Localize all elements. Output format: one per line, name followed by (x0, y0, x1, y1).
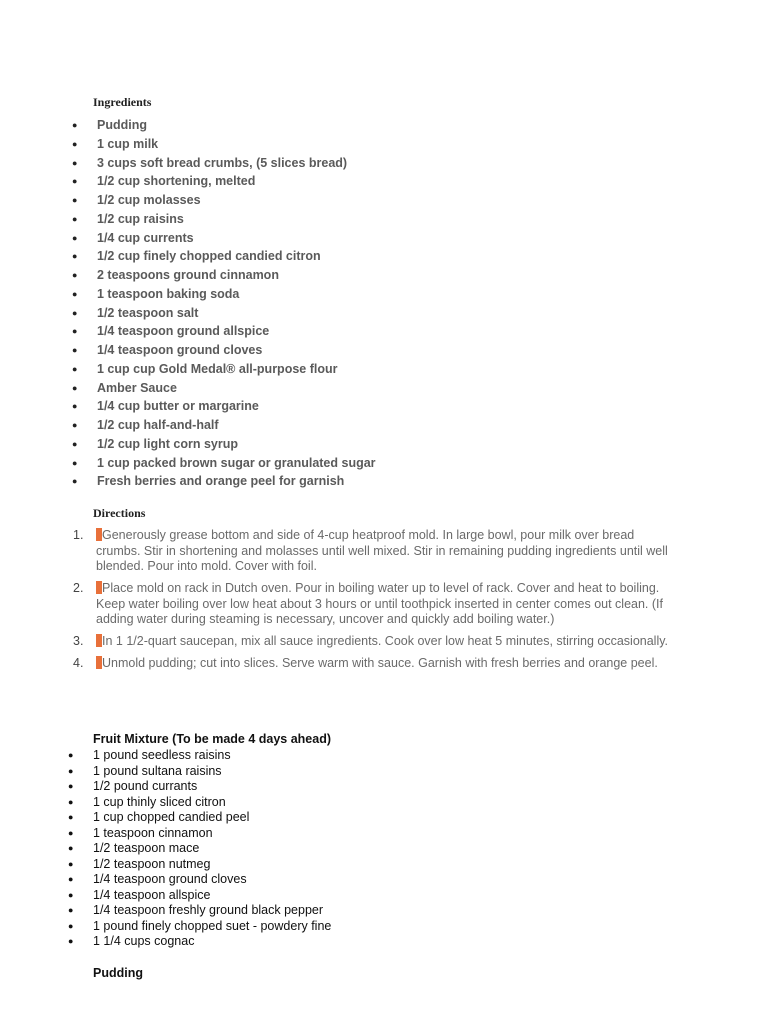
list-item: ● 1 cup thinly sliced citron (68, 794, 226, 809)
direction-step (0, 528, 681, 575)
bullet-icon: ● (72, 326, 78, 337)
step-text: Generously grease bottom and side of 4-cup heatproof mold. In large bowl, pour milk over bread crumbs. Stir in shortening and molasses until well mixed. Stir in remaining pudding ingredients until well blended. Pour into mold. Cover with foil. (96, 528, 668, 573)
step-number: 4. (73, 656, 84, 670)
list-item: ● 1/2 cup half-and-half (0, 416, 376, 435)
bullet-icon: ● (68, 796, 74, 807)
pudding-heading: Pudding (93, 966, 143, 980)
list-item: ● 1 cup packed brown sugar or granulated sugar (0, 454, 376, 473)
list-item: ● Fresh berries and orange peel for garnish (0, 472, 376, 491)
bullet-icon: ● (72, 176, 78, 187)
bullet-icon: ● (72, 232, 78, 243)
list-item: ● 1 teaspoon baking soda (0, 285, 376, 304)
step-text: Place mold on rack in Dutch oven. Pour in boiling water up to level of rack. Cover and heat to boiling. Keep water boiling over low heat about 3 hours or until toothpick inserted in center comes out clean. (If adding water during steaming is necessary, uncover and quickly add boiling water.) (96, 581, 663, 626)
bullet-icon: ● (68, 827, 74, 838)
bullet-icon: ● (72, 438, 78, 449)
ingredients-list (0, 116, 376, 491)
list-item: ● 1/2 teaspoon nutmeg (68, 856, 211, 871)
bullet-icon: ● (72, 195, 78, 205)
list-item: ● 1/2 cup finely chopped candied citron (0, 247, 376, 266)
list-item: ● 2 teaspoons ground cinnamon (0, 266, 376, 285)
step-number: 2. (73, 581, 84, 595)
bullet-icon: ● (72, 457, 78, 468)
list-item: ● 1/4 teaspoon ground allspice (0, 322, 376, 341)
direction-step (0, 634, 681, 650)
bullet-icon: ● (68, 843, 74, 853)
list-item: ● 1/2 cup light corn syrup (0, 435, 376, 454)
list-item: ● 1 pound seedless raisins (68, 748, 231, 762)
step-text: Unmold pudding; cut into slices. Serve warm with sauce. Garnish with fresh berries and orange peel. (102, 656, 658, 670)
step-text: In 1 1/2-quart saucepan, mix all sauce ingredients. Cook over low heat 5 minutes, stirring occasionally. (102, 634, 669, 648)
list-item: ● Pudding (0, 116, 376, 135)
list-item: ● 1/4 teaspoon allspice (68, 887, 211, 902)
bullet-icon: ● (72, 251, 78, 262)
bullet-icon: ● (72, 382, 78, 393)
bullet-icon: ● (68, 889, 74, 900)
list-item: ● 1/4 cup currents (0, 229, 376, 248)
fruit-mixture-heading: Fruit Mixture (To be made 4 days ahead) (93, 732, 332, 746)
list-item: ● 1/4 teaspoon ground cloves (68, 872, 247, 886)
bullet-icon: ● (72, 307, 78, 318)
bullet-icon: ● (68, 858, 74, 869)
list-item: ● 1/2 teaspoon salt (0, 304, 376, 323)
bullet-icon: ● (72, 120, 78, 130)
step-number: 3. (73, 634, 84, 648)
list-item: ● 1/2 pound currants (68, 779, 198, 793)
list-item: ● 1/4 cup butter or margarine (0, 397, 376, 416)
bullet-icon: ● (72, 157, 78, 168)
bullet-icon: ● (68, 905, 74, 915)
list-item: ● 1 cup cup Gold Medal® all-purpose flour (0, 360, 376, 379)
bullet-icon: ● (72, 476, 78, 487)
bullet-icon: ● (68, 874, 74, 884)
list-item: ● 1/4 teaspoon freshly ground black pepper (68, 903, 324, 917)
list-item: ● 1 pound sultana raisins (68, 763, 222, 778)
ingredients-heading: Ingredients (93, 95, 152, 109)
bullet-icon: ● (68, 750, 74, 760)
bullet-icon: ● (68, 920, 74, 931)
list-item: ● 1 pound finely chopped suet - powdery fine (68, 918, 332, 933)
directions-list (0, 528, 681, 678)
direction-step (0, 581, 681, 628)
list-item: ● 1 1/4 cups cognac (68, 934, 195, 948)
list-item: ● 1/2 cup raisins (0, 210, 376, 229)
bullet-icon: ● (72, 288, 78, 299)
list-item: ● 1 cup chopped candied peel (68, 810, 250, 824)
bullet-icon: ● (72, 213, 78, 224)
list-item: ● 3 cups soft bread crumbs, (5 slices bread) (0, 154, 376, 173)
bullet-icon: ● (72, 420, 78, 430)
bullet-icon: ● (68, 781, 74, 791)
bullet-icon: ● (72, 270, 78, 280)
list-item: ● 1 cup milk (0, 135, 376, 154)
bullet-icon: ● (68, 765, 74, 776)
bullet-icon: ● (72, 345, 78, 355)
fruit-mixture-list (0, 748, 331, 950)
list-item: ● 1/2 teaspoon mace (68, 841, 200, 855)
bullet-icon: ● (72, 363, 78, 374)
directions-heading: Directions (93, 506, 146, 520)
list-item: ● Amber Sauce (0, 379, 376, 398)
direction-step (0, 656, 681, 672)
bullet-icon: ● (68, 812, 74, 822)
step-number: 1. (73, 528, 84, 542)
list-item: ● 1/2 cup molasses (0, 191, 376, 210)
list-item: ● 1/4 teaspoon ground cloves (0, 341, 376, 360)
bullet-icon: ● (68, 936, 74, 946)
bullet-icon: ● (72, 401, 78, 412)
list-item: ● 1 teaspoon cinnamon (68, 825, 213, 840)
list-item: ● 1/2 cup shortening, melted (0, 172, 376, 191)
bullet-icon: ● (72, 138, 78, 149)
